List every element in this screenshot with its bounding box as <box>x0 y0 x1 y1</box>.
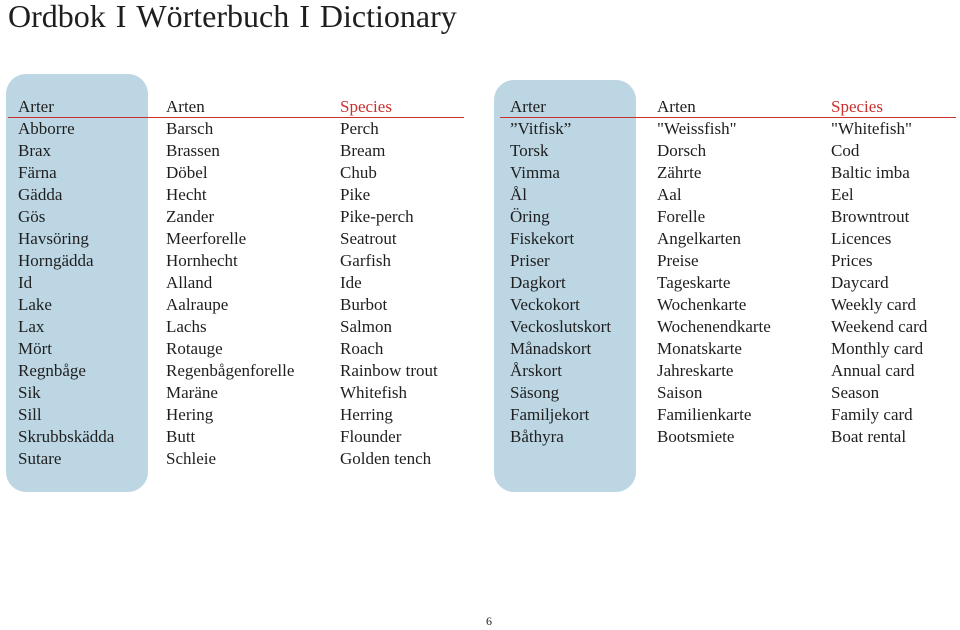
entry-english: Flounder <box>340 427 402 446</box>
entry-english: Boat rental <box>831 427 907 446</box>
entry-german: Zander <box>166 207 215 226</box>
entry-english: Golden tench <box>340 449 432 468</box>
entry-english: Ide <box>340 273 362 292</box>
entry-swedish: Lake <box>18 295 52 314</box>
entry-english: Daycard <box>831 273 889 292</box>
entry-german: Regenbågenforelle <box>166 361 295 380</box>
entry-german: Rotauge <box>166 339 223 358</box>
entry-german: Lachs <box>166 317 207 336</box>
entry-german: Wochenendkarte <box>657 317 771 336</box>
entry-swedish: Gös <box>18 207 46 226</box>
entry-english: Weekend card <box>831 317 928 336</box>
entry-english: Perch <box>340 119 379 138</box>
entry-swedish: Fiskekort <box>510 229 575 248</box>
entry-swedish: Horngädda <box>18 251 94 270</box>
entry-english: Bream <box>340 141 386 160</box>
title-separator: I <box>299 0 310 34</box>
entry-swedish: Öring <box>510 207 550 226</box>
entry-german: Angelkarten <box>657 229 742 248</box>
entry-german: Forelle <box>657 207 706 226</box>
entry-swedish: Brax <box>18 141 52 160</box>
entry-english: Chub <box>340 163 377 182</box>
entry-english: Browntrout <box>831 207 910 226</box>
entry-german: Aalraupe <box>166 295 229 314</box>
entry-english: Whitefish <box>340 383 408 402</box>
right-english-column <box>831 96 927 448</box>
entry-swedish: Dagkort <box>510 273 566 292</box>
right-german-column <box>657 96 771 448</box>
entry-english: Licences <box>831 229 892 248</box>
entry-german: Preise <box>657 251 699 270</box>
entry-swedish: Årskort <box>510 361 562 380</box>
left-german-column <box>166 96 294 470</box>
entry-swedish: Mört <box>18 339 52 358</box>
entry-swedish: Vimma <box>510 163 560 182</box>
entry-english: Herring <box>340 405 393 424</box>
entry-english: Family card <box>831 405 913 424</box>
title-german: Wörterbuch <box>136 0 290 34</box>
entry-english: Salmon <box>340 317 392 336</box>
entry-swedish: Ål <box>510 185 527 204</box>
entry-swedish: Båthyra <box>510 427 564 446</box>
entry-german: Monatskarte <box>657 339 742 358</box>
entry-swedish: Veckokort <box>510 295 580 314</box>
entry-english: Prices <box>831 251 873 270</box>
entry-english: Baltic imba <box>831 163 910 182</box>
left-swedish-column <box>18 96 114 470</box>
entry-swedish: Id <box>18 273 33 292</box>
entry-swedish: ”Vitfisk” <box>510 119 572 138</box>
entry-english: Annual card <box>831 361 915 380</box>
entry-english: Pike-perch <box>340 207 414 226</box>
entry-swedish: Gädda <box>18 185 63 204</box>
entry-english: Seatrout <box>340 229 397 248</box>
entry-english: Rainbow trout <box>340 361 438 380</box>
entry-german: Zährte <box>657 163 702 182</box>
entry-german: Jahreskarte <box>657 361 734 380</box>
entry-swedish: Sill <box>18 405 42 424</box>
entry-swedish: Priser <box>510 251 550 270</box>
column-header-german: Arten <box>166 97 205 116</box>
entry-swedish: Familjekort <box>510 405 590 424</box>
entry-swedish: Lax <box>18 317 45 336</box>
entry-english: Season <box>831 383 880 402</box>
entry-german: Bootsmiete <box>657 427 735 446</box>
entry-german: Hecht <box>166 185 207 204</box>
entry-german: Brassen <box>166 141 220 160</box>
column-header-swedish: Arter <box>510 97 546 116</box>
entry-german: Döbel <box>166 163 208 182</box>
entry-swedish: Sik <box>18 383 41 402</box>
entry-german: Alland <box>166 273 213 292</box>
entry-swedish: Skrubbskädda <box>18 427 115 446</box>
entry-english: Garfish <box>340 251 391 270</box>
entry-swedish: Sutare <box>18 449 62 468</box>
entry-swedish: Torsk <box>510 141 549 160</box>
entry-english: Pike <box>340 185 371 204</box>
entry-english: Eel <box>831 185 854 204</box>
entry-swedish: Havsöring <box>18 229 89 248</box>
entry-english: Burbot <box>340 295 388 314</box>
entry-swedish: Veckoslutskort <box>510 317 612 336</box>
entry-german: Hornhecht <box>166 251 238 270</box>
entry-german: Schleie <box>166 449 217 468</box>
column-header-english: Species <box>831 97 883 116</box>
page-title <box>8 0 457 36</box>
entry-english: Weekly card <box>831 295 916 314</box>
entry-german: Familienkarte <box>657 405 752 424</box>
right-swedish-column <box>510 96 611 448</box>
entry-german: Wochenkarte <box>657 295 747 314</box>
entry-swedish: Regnbåge <box>18 361 86 380</box>
entry-swedish: Månadskort <box>510 339 592 358</box>
entry-swedish: Abborre <box>18 119 75 138</box>
title-separator: I <box>115 0 127 34</box>
entry-swedish: Säsong <box>510 383 560 402</box>
column-header-swedish: Arter <box>18 97 54 116</box>
entry-german: Barsch <box>166 119 214 138</box>
page-number: 6 <box>486 614 492 628</box>
entry-german: Saison <box>657 383 703 402</box>
entry-swedish: Färna <box>18 163 57 182</box>
entry-german: Hering <box>166 405 214 424</box>
left-english-column <box>340 96 438 470</box>
title-english: Dictionary <box>319 0 457 34</box>
entry-german: Dorsch <box>657 141 707 160</box>
entry-german: Maräne <box>166 383 218 402</box>
entry-english: Cod <box>831 141 860 160</box>
entry-german: Tageskarte <box>657 273 731 292</box>
entry-english: "Whitefish" <box>831 119 912 138</box>
entry-english: Monthly card <box>831 339 924 358</box>
entry-german: "Weissfish" <box>657 119 737 138</box>
entry-german: Aal <box>657 185 682 204</box>
title-swedish: Ordbok <box>8 0 106 34</box>
entry-german: Butt <box>166 427 196 446</box>
entry-german: Meerforelle <box>166 229 247 248</box>
column-header-german: Arten <box>657 97 696 116</box>
entry-english: Roach <box>340 339 384 358</box>
column-header-english: Species <box>340 97 392 116</box>
